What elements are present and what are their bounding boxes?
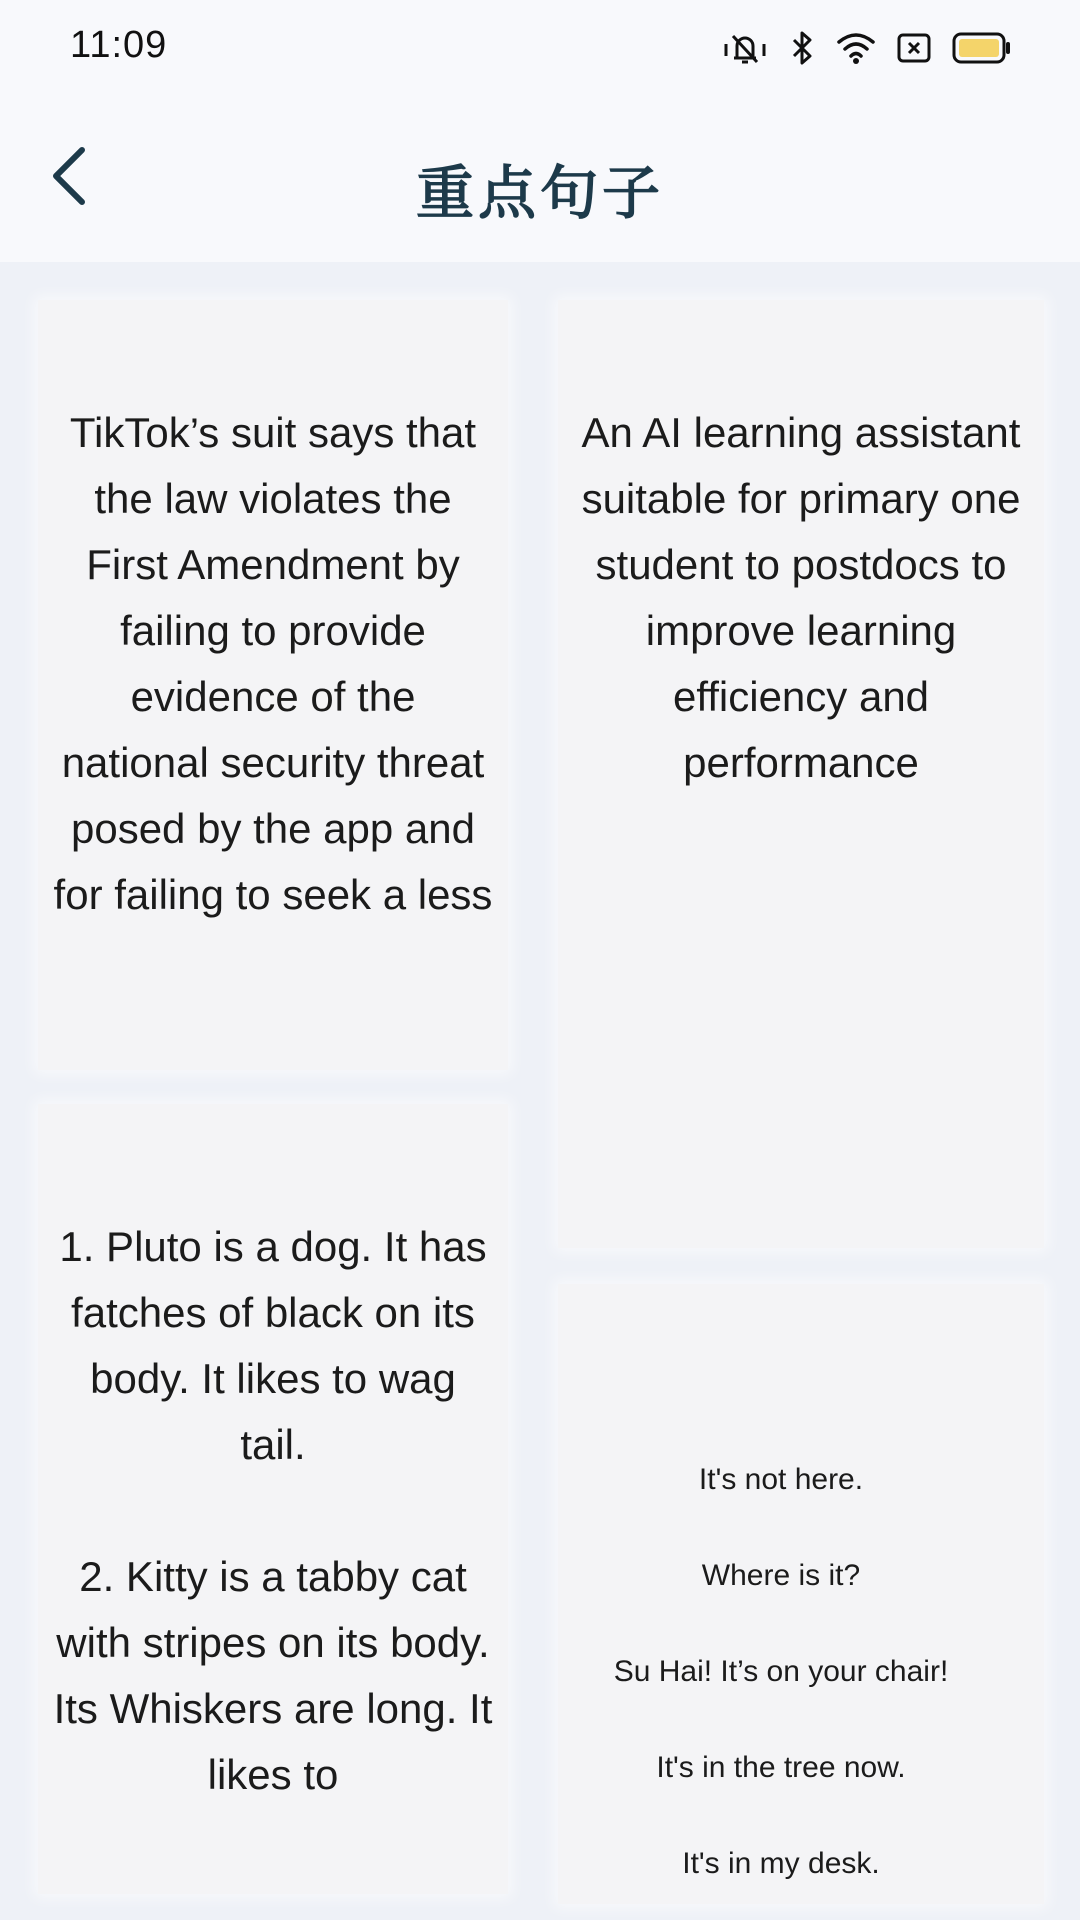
sentence-grid [0,262,1080,1920]
dialogue-line: Where is it? [701,1559,861,1592]
sentence-item-1: 1. Pluto is a dog. It has fatches of black on its body. It likes to wag tail. [59,1223,487,1468]
sim-x-icon [896,31,932,65]
bluetooth-icon [788,28,816,68]
sentence-card-tiktok[interactable] [38,300,508,1070]
page-title: 重点句子 [415,161,664,226]
sentence-card-dialogue[interactable] [558,1284,1044,1904]
status-icons [722,26,1012,70]
dialogue-line: Su Hai! It’s on your chair! [613,1655,949,1688]
status-time: 11:09 [70,24,168,66]
sentence-item-2: 2. Kitty is a tabby cat with stripes on its body. Its Whiskers are long. It likes to [53,1553,493,1798]
sentence-card-pets[interactable] [38,1104,508,1894]
sentence-card-ai-assistant[interactable] [558,300,1044,1248]
sentence-text: TikTok’s suit says that the law violates the First Amendment by failing to provide evidence of the national security threat posed by the app and for failing to seek a less [53,409,493,918]
dialogue-line: It's in the tree now. [656,1751,906,1784]
app-bar [0,96,1080,262]
status-bar [0,0,1080,96]
battery-icon [952,31,1012,65]
dialogue-lines [558,1432,1044,1904]
vibrate-mute-icon [722,28,768,68]
dialogue-line: It's in my desk. [682,1847,880,1880]
wifi-icon [836,30,876,66]
dialogue-line: It's not here. [698,1463,864,1496]
sentence-text: An AI learning assistant suitable for primary one student to postdocs to improve learning efficiency and performance [581,409,1021,786]
